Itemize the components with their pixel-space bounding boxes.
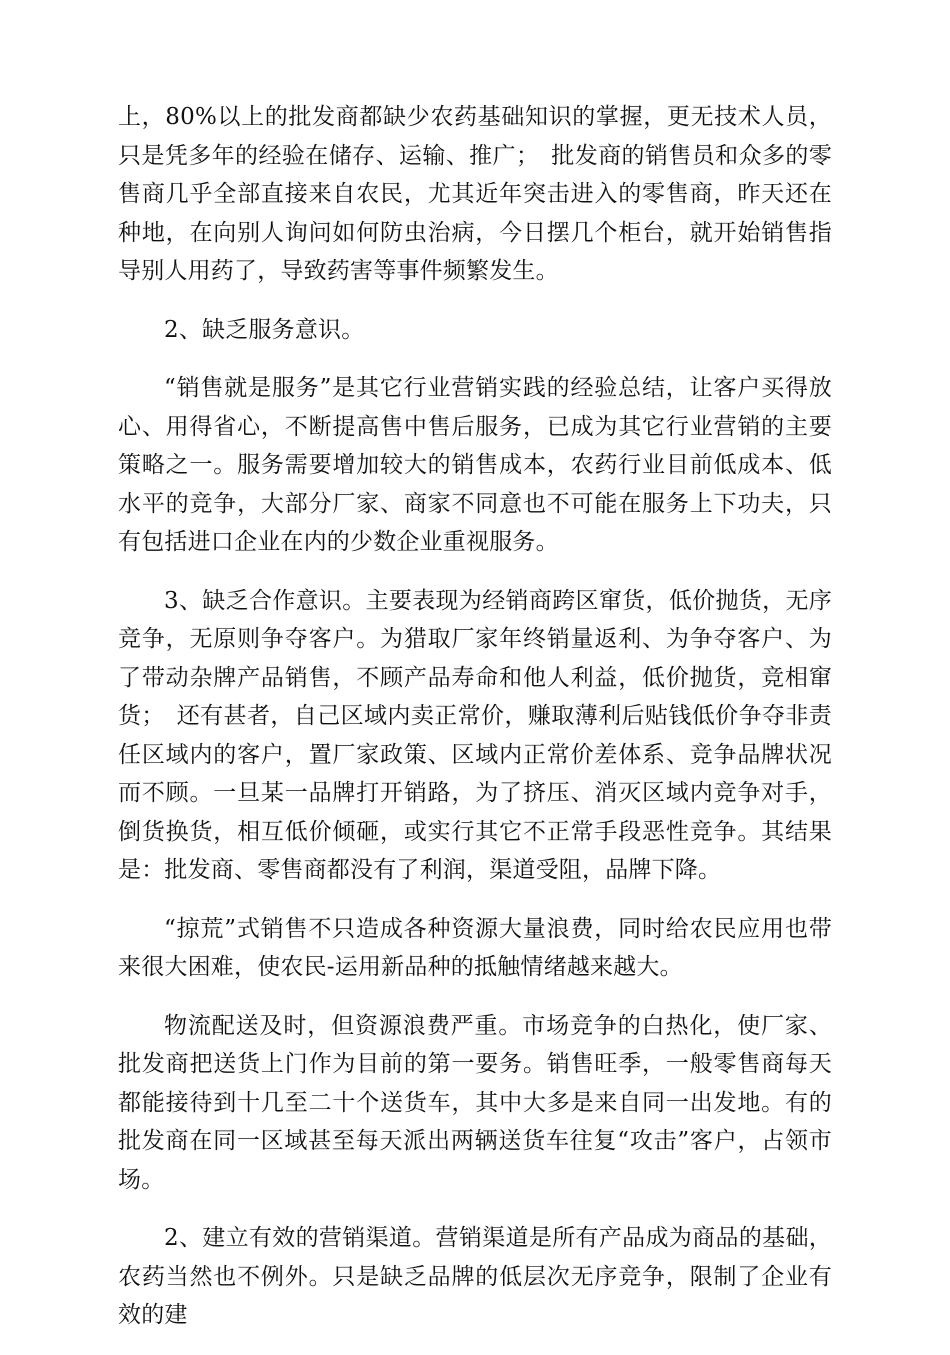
paragraph-marketing-channels: 2、建立有效的营销渠道。营销渠道是所有产品成为商品的基础，农药当然也不例外。只是缺乏品牌的低层次无序竞争，限制了企业有效的建: [118, 1225, 832, 1328]
paragraph-cooperation: 3、缺乏合作意识。主要表现为经销商跨区窜货，低价抛货，无序竞争，无原则争夺客户。为猎取厂家年终销量返利、为争夺客户、为了带动杂牌产品销售，不顾产品寿命和他人利益，低价抛货，竞相窜货； 还有甚者，自己区域内卖正常价，赚取薄利后贴钱低价争夺非责任区域内的客户，置厂家政策、区域内正常价差体系、竞争品牌状况而不顾。一旦某一品牌打开销路，为了挤压、消灭区域内竞争对手，倒货换货，相互低价倾砸，或实行其它不正常手段恶性竞争。其结果是：批发商、零售商都没有了利润，渠道受阻，品牌下降。: [118, 587, 832, 883]
paragraph-plunder-sales: “掠荒”式销售不只造成各种资源大量浪费，同时给农民应用也带来很大困难，使农民-运用新品种的抵触情绪越来越大。: [118, 915, 832, 980]
section-heading-service-awareness: 2、缺乏服务意识。: [164, 316, 365, 343]
paragraph-service: “销售就是服务”是其它行业营销实践的经验总结，让客户买得放心、用得省心，不断提高售中售后服务，已成为其它行业营销的主要策略之一。服务需要增加较大的销售成本，农药行业目前低成本、低水平的竞争，大部分厂家、商家不同意也不可能在服务上下功夫，只有包括进口企业在内的少数企业重视服务。: [118, 375, 832, 555]
paragraph-continuation: 上，80%以上的批发商都缺少农药基础知识的掌握，更无技术人员，只是凭多年的经验在储存、运输、推广； 批发商的销售员和众多的零售商几乎全部直接来自农民，尤其近年突击进入的零售商，昨天还在种地，在向别人询问如何防虫治病，今日摆几个柜台，就开始销售指导别人用药了，导致药害等事件频繁发生。: [118, 104, 832, 284]
paragraph-logistics: 物流配送及时，但资源浪费严重。市场竞争的白热化，使厂家、批发商把送货上门作为目前的第一要务。销售旺季，一般零售商每天都能接待到十几至二十个送货车，其中大多是来自同一出发地。有的批发商在同一区域甚至每天派出两辆送货车往复“攻击”客户，占领市场。: [118, 1012, 832, 1193]
document-body: [118, 98, 832, 1355]
